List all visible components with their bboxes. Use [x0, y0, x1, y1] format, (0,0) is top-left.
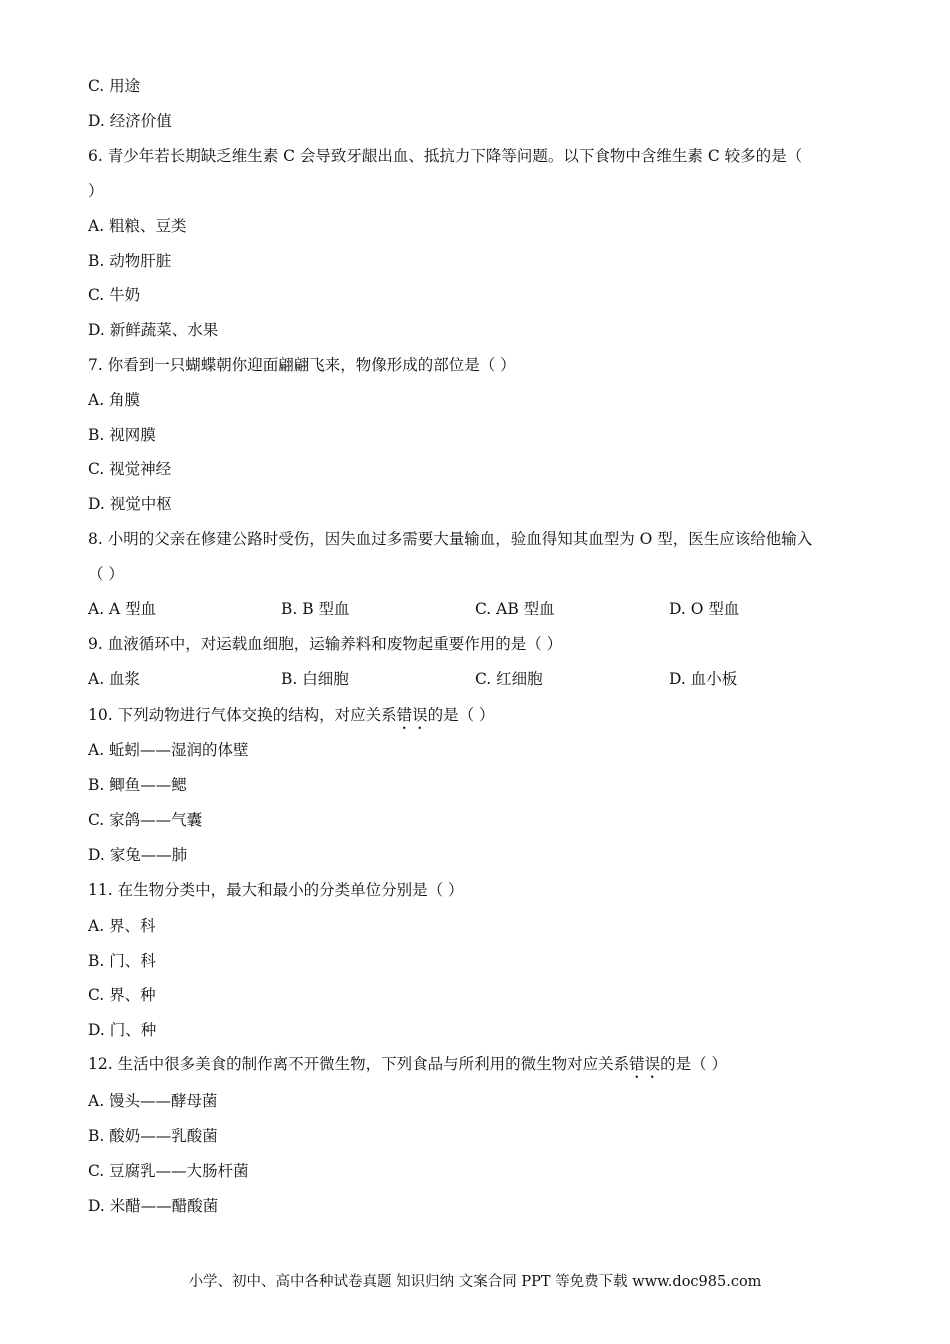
page-footer: 小学、初中、高中各种试卷真题 知识归纳 文案合同 PPT 等免费下载 www.doc985.com — [188, 1274, 762, 1290]
q9-option-d: D. 血小板 — [669, 670, 738, 688]
question-6-stem: 6. 青少年若长期缺乏维生素 C 会导致牙龈出血、抵抗力下降等问题。以下食物中含维生素 C 较多的是（ — [88, 147, 803, 165]
q7-option-a: A. 角膜 — [88, 391, 141, 409]
q12-stem-pre: 12. 生活中很多美食的制作离不开微生物，下列食品与所利用的微生物对应关系 — [88, 1055, 630, 1073]
question-11-stem: 11. 在生物分类中，最大和最小的分类单位分别是（ ） — [88, 881, 464, 899]
q11-option-d: D. 门、种 — [88, 1021, 157, 1039]
q9-option-b: B. 白细胞 — [281, 670, 349, 688]
q8-option-c: C. AB 型血 — [475, 600, 555, 618]
q6-option-a: A. 粗粮、豆类 — [88, 217, 187, 235]
question-9-stem: 9. 血液循环中，对运载血细胞，运输养料和废物起重要作用的是（ ） — [88, 635, 563, 653]
q5-option-c: C. 用途 — [88, 77, 141, 95]
q10-option-d: D. 家兔——肺 — [88, 846, 188, 864]
q5-option-d: D. 经济价值 — [88, 112, 172, 130]
question-10-stem — [88, 705, 495, 733]
question-8-stem-cont: （ ） — [88, 565, 124, 583]
q11-option-b: B. 门、科 — [88, 952, 156, 970]
question-6-stem-cont: ） — [88, 182, 104, 200]
q8-option-d: D. O 型血 — [669, 600, 740, 618]
q7-option-b: B. 视网膜 — [88, 426, 156, 444]
q8-option-a: A. A 型血 — [88, 600, 157, 618]
q6-option-c: C. 牛奶 — [88, 286, 141, 304]
q6-option-d: D. 新鲜蔬菜、水果 — [88, 321, 219, 339]
q9-option-a: A. 血浆 — [88, 670, 141, 688]
q8-option-b: B. B 型血 — [281, 600, 350, 618]
q9-option-c: C. 红细胞 — [475, 670, 543, 688]
q7-option-d: D. 视觉中枢 — [88, 495, 172, 513]
question-7-stem: 7. 你看到一只蝴蝶朝你迎面翩翩飞来，物像形成的部位是（ ） — [88, 356, 516, 374]
q10-stem-pre: 10. 下列动物进行气体交换的结构，对应关系 — [88, 706, 397, 724]
q10-option-b: B. 鲫鱼——鳃 — [88, 776, 187, 794]
question-12-stem — [88, 1054, 727, 1082]
q7-option-c: C. 视觉神经 — [88, 460, 172, 478]
q11-option-c: C. 界、种 — [88, 986, 156, 1004]
q10-stem-post: 的是（ ） — [427, 706, 495, 724]
q12-option-c: C. 豆腐乳——大肠杆菌 — [88, 1162, 249, 1180]
q12-option-a: A. 馒头——酵母菌 — [88, 1092, 218, 1110]
q10-emphasis: 错误 — [396, 706, 428, 724]
q12-option-b: B. 酸奶——乳酸菌 — [88, 1127, 218, 1145]
q12-option-d: D. 米醋——醋酸菌 — [88, 1197, 219, 1215]
q12-emphasis: 错误 — [629, 1055, 661, 1073]
q10-option-a: A. 蚯蚓——湿润的体壁 — [88, 741, 249, 759]
q10-option-c: C. 家鸽——气囊 — [88, 811, 203, 829]
q12-stem-post: 的是（ ） — [660, 1055, 728, 1073]
q6-option-b: B. 动物肝脏 — [88, 252, 172, 270]
q11-option-a: A. 界、科 — [88, 917, 156, 935]
question-8-stem: 8. 小明的父亲在修建公路时受伤，因失血过多需要大量输血，验血得知其血型为 O 型，医生应该给他输入 — [88, 530, 813, 548]
